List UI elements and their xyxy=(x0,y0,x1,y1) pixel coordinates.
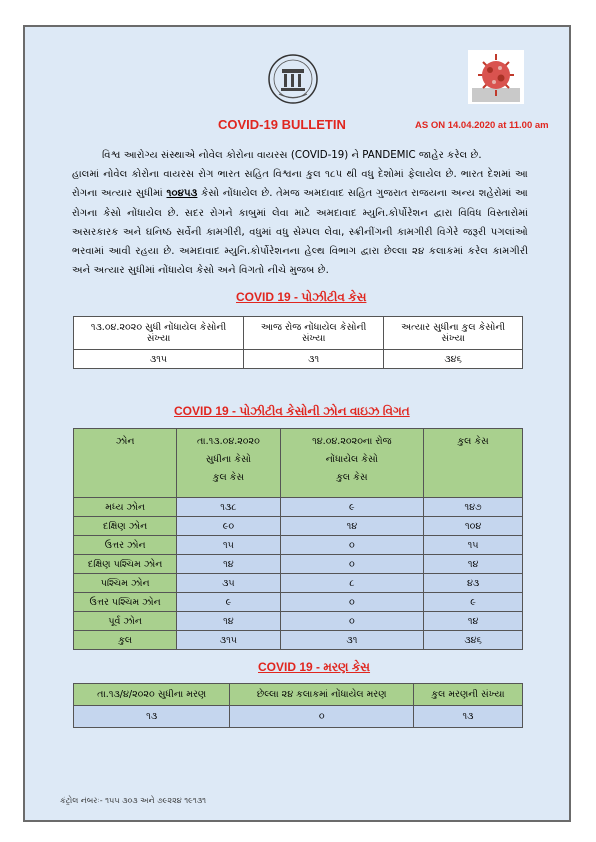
cases-till-13: ૧૪ xyxy=(177,612,280,631)
zone-name: દક્ષિણ પશ્ચિમ ઝોન xyxy=(74,555,177,574)
zone-name: ઉત્તર ઝોન xyxy=(74,536,177,555)
india-case-count: ૧૦૪૫૩ xyxy=(166,188,198,200)
header-on-14-line-1: ૧૪.૦૪.૨૦૨૦ના રોજ xyxy=(312,436,392,447)
cases-on-14: ૧૪ xyxy=(280,517,424,536)
cases-till-13: ૧૫ xyxy=(177,536,280,555)
control-numbers: કંટ્રોલ નંબરઃ- ૧૫૫ ૩૦૩ અને ૭૯૨૨૪ ૧૯૧૩૧ xyxy=(60,796,207,805)
cases-on-14: ૦ xyxy=(280,612,424,631)
header-on-14-line-3: કુલ કેસ xyxy=(336,472,368,483)
zone-name: કુલ xyxy=(74,631,177,650)
value-deaths-till-13: ૧૩ xyxy=(74,706,230,728)
zone-section-title: COVID 19 - પોઝીટીવ કેસોની ઝોન વાઇઝ વિગત xyxy=(174,404,410,418)
table-row xyxy=(74,593,523,612)
header-till-13-line-2: સુધીના કેસો xyxy=(205,454,252,465)
cases-on-14: ૩૧ xyxy=(280,631,424,650)
cases-on-14: ૯ xyxy=(280,498,424,517)
zone-name: પૂર્વ ઝોન xyxy=(74,612,177,631)
positive-section-title: COVID 19 - પોઝીટીવ કેસ xyxy=(236,290,367,304)
table-row xyxy=(74,498,523,517)
table-row-total xyxy=(74,631,523,650)
header-total xyxy=(424,429,523,498)
value-cases-till-13: ૩૧૫ xyxy=(74,350,244,369)
header-till-13 xyxy=(177,429,280,498)
value-total-cases: ૩૪૬ xyxy=(384,350,523,369)
cases-till-13: ૩૧૫ xyxy=(177,631,280,650)
cases-till-13: ૯ xyxy=(177,593,280,612)
table-row xyxy=(74,612,523,631)
header-deaths-last-24h: છેલ્લા ૨૪ કલાકમાં નોંધાયેલ મરણ xyxy=(230,684,414,706)
total-cases: ૧૦૪ xyxy=(424,517,523,536)
total-cases: ૪૩ xyxy=(424,574,523,593)
value-deaths-last-24h: ૦ xyxy=(230,706,414,728)
header-deaths-till-13: તા.૧૩/૪/૨૦૨૦ સુધીના મરણ xyxy=(74,684,230,706)
value-total-deaths: ૧૩ xyxy=(414,706,523,728)
total-cases: ૧૪ xyxy=(424,612,523,631)
coronavirus-icon xyxy=(468,50,524,104)
cases-till-13: ૯૦ xyxy=(177,517,280,536)
total-cases: ૧૫ xyxy=(424,536,523,555)
death-cases-table xyxy=(73,683,523,728)
as-on-date: AS ON 14.04.2020 at 11.00 am xyxy=(415,120,549,131)
cases-till-13: ૧૪ xyxy=(177,555,280,574)
table-row xyxy=(74,555,523,574)
table-row xyxy=(74,574,523,593)
intro-text-after-count: કેસો નોંધાયેલ છે. તેમજ અમદાવાદ સહિત ગુજરાત રાજયના અન્ય શહેરોમાં આ રોગના કેસો નોંધાયેલ છે. સદર રોગને કાબુમાં લેવા માટે અમદાવાદ મ્યુનિ.કોર્પોરેશન દ્વારા વિવિધ વિસ્તારોમાં અસરકારક અને ઘનિષ્ઠ સર્વેની કામગીરી, વધુમાં વધુ સેમ્પલ લેવા, સ્ક્રીનીંગની કામગીરી વિગેરે જરૂરી પગલાંઓ ભરવામાં આવી રહયા છે. અમદાવાદ મ્યુનિ.કોર્પોરેશનના હેલ્થ વિભાગ દ્વારા છેલ્લા ૨૪ કલાકમાં કરેલ કામગીરી અને અત્યાર સુધીમાં નોંધાયેલ કેસો અને વિગતો નીચે મુજબ છે. xyxy=(72,188,528,277)
cases-on-14: ૦ xyxy=(280,593,424,612)
zone-name: પશ્ચિમ ઝોન xyxy=(74,574,177,593)
header-till-13-line-1: તા.૧૩.૦૪.૨૦૨૦ xyxy=(196,436,260,447)
amc-emblem-icon xyxy=(267,53,319,105)
cases-on-14: ૦ xyxy=(280,555,424,574)
zone-name: દક્ષિણ ઝોન xyxy=(74,517,177,536)
intro-body xyxy=(72,165,528,280)
value-cases-today: ૩૧ xyxy=(244,350,384,369)
cases-on-14: ૦ xyxy=(280,536,424,555)
header-zone xyxy=(74,429,177,498)
bulletin-title: COVID-19 BULLETIN xyxy=(218,117,346,132)
intro-paragraph xyxy=(72,146,528,280)
header-till-13-line-3: કુલ કેસ xyxy=(212,472,245,483)
zone-name: મધ્ય ઝોન xyxy=(74,498,177,517)
header-on-14 xyxy=(280,429,424,498)
header-cases-till-13: ૧૩.૦૪.૨૦૨૦ સુધી નોંધાયેલ કેસોની સંખ્યા xyxy=(74,317,244,350)
positive-cases-table xyxy=(73,316,523,369)
header-total-deaths: કુલ મરણની સંખ્યા xyxy=(414,684,523,706)
intro-line-1: વિશ્વ આરોગ્ય સંસ્થાએ નોવેલ કોરોના વાયરસ (COVID-19) ને PANDEMIC જાહેર કરેલ છે. xyxy=(102,150,482,161)
table-row xyxy=(74,536,523,555)
cases-on-14: ૮ xyxy=(280,574,424,593)
table-row xyxy=(74,517,523,536)
death-section-title: COVID 19 - મરણ કેસ xyxy=(258,660,371,674)
cases-till-13: ૧૩૮ xyxy=(177,498,280,517)
header-cases-today: આજ રોજ નોંધાયેલ કેસોની સંખ્યા xyxy=(244,317,384,350)
header-total-cases: અત્યાર સુધીના કુલ કેસોની સંખ્યા xyxy=(384,317,523,350)
intro-text-before-count: હાલમાં નોવેલ કોરોના વાયરસ રોગ ભારત સહિત વિશ્વના કુલ ૧૮૫ થી વધુ દેશોમાં ફેલાયેલ છે. ભારત દેશમાં આ રોગના અત્યાર સુધીમાં xyxy=(72,169,528,200)
header-zone-label: ઝોન xyxy=(115,436,135,447)
header-on-14-line-2: નોંધાયેલ કેસો xyxy=(325,454,378,465)
total-cases: ૧૪ xyxy=(424,555,523,574)
header-total-label: કુલ કેસ xyxy=(457,436,489,447)
cases-till-13: ૩૫ xyxy=(177,574,280,593)
total-cases: ૧૪૭ xyxy=(424,498,523,517)
total-cases: ૯ xyxy=(424,593,523,612)
zone-wise-table xyxy=(73,428,523,650)
zone-name: ઉત્તર પશ્ચિમ ઝોન xyxy=(74,593,177,612)
total-cases: ૩૪૬ xyxy=(424,631,523,650)
